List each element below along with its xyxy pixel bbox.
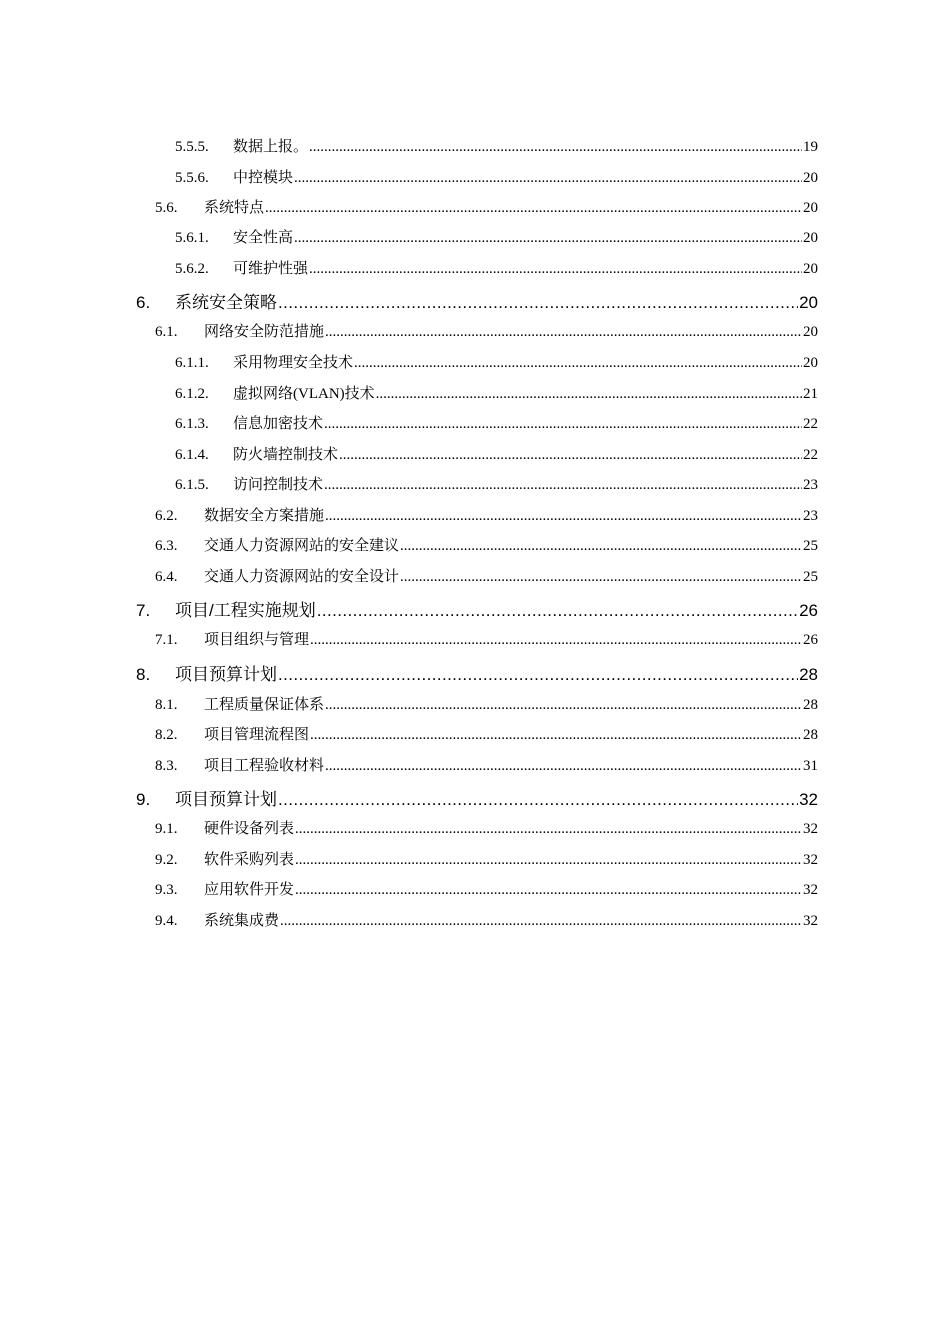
toc-entry-number: 8. — [136, 665, 151, 684]
toc-entry-title: 信息加密技术 — [233, 416, 324, 432]
toc-entry[interactable] — [175, 412, 818, 434]
toc-entry[interactable] — [155, 878, 818, 900]
toc-entry-title: 可维护性强 — [233, 261, 309, 277]
toc-entry[interactable] — [155, 848, 818, 870]
toc-entry[interactable] — [155, 320, 818, 342]
toc-entry[interactable] — [155, 723, 818, 745]
toc-entry-title: 系统集成费 — [204, 913, 280, 929]
toc-dot-leader — [339, 447, 802, 464]
toc-entry-page-number: 23 — [803, 477, 818, 493]
toc-entry-title: 系统特点 — [204, 200, 265, 216]
toc-entry-number: 6.4. — [155, 569, 178, 585]
toc-dot-leader — [325, 758, 802, 775]
toc-dot-leader — [324, 477, 802, 494]
toc-entry-number: 8.3. — [155, 758, 178, 774]
toc-entry-number: 7.1. — [155, 632, 178, 648]
toc-dot-leader — [309, 139, 802, 156]
toc-entry-title: 数据安全方案措施 — [204, 508, 325, 524]
toc-dot-leader — [278, 293, 798, 313]
toc-dot-leader — [280, 913, 802, 930]
toc-entry[interactable] — [175, 443, 818, 465]
toc-entry-title: 软件采购列表 — [204, 852, 295, 868]
toc-dot-leader — [317, 601, 798, 621]
toc-entry-page-number: 26 — [803, 632, 818, 648]
toc-dot-leader — [265, 200, 802, 217]
toc-entry-title: 访问控制技术 — [233, 477, 324, 493]
toc-entry-title: 硬件设备列表 — [204, 821, 295, 837]
toc-entry-number: 6.1.4. — [175, 447, 209, 463]
toc-dot-leader — [325, 697, 802, 714]
toc-entry[interactable] — [155, 909, 818, 931]
toc-entry-title: 交通人力资源网站的安全建议 — [204, 538, 400, 554]
toc-entry-page-number: 23 — [803, 508, 818, 524]
toc-dot-leader — [295, 882, 802, 899]
toc-dot-leader — [278, 790, 798, 810]
toc-entry-title: 应用软件开发 — [204, 882, 295, 898]
toc-entry[interactable] — [155, 565, 818, 587]
toc-entry-page-number: 32 — [803, 913, 818, 929]
toc-dot-leader — [278, 665, 798, 685]
toc-entry[interactable] — [175, 473, 818, 495]
toc-dot-leader — [310, 632, 802, 649]
toc-entry-page-number: 25 — [803, 569, 818, 585]
toc-entry-page-number: 28 — [803, 697, 818, 713]
toc-dot-leader — [325, 324, 802, 341]
toc-entry-number: 9.4. — [155, 913, 178, 929]
toc-entry-title: 项目组织与管理 — [204, 632, 310, 648]
toc-entry-number: 9.1. — [155, 821, 178, 837]
toc-entry-title: 项目预算计划 — [175, 790, 277, 809]
toc-entry[interactable] — [136, 660, 818, 682]
toc-entry-number: 8.2. — [155, 727, 178, 743]
toc-entry[interactable] — [175, 257, 818, 279]
toc-entry-number: 9.2. — [155, 852, 178, 868]
toc-entry-title: 防火墙控制技术 — [233, 447, 339, 463]
toc-entry-page-number: 28 — [799, 665, 818, 684]
toc-entry[interactable] — [155, 628, 818, 650]
toc-entry-page-number: 32 — [803, 882, 818, 898]
toc-entry[interactable] — [155, 196, 818, 218]
toc-entry-page-number: 20 — [803, 170, 818, 186]
toc-entry[interactable] — [155, 534, 818, 556]
toc-entry-title: 数据上报。 — [233, 139, 309, 155]
toc-dot-leader — [400, 569, 802, 586]
toc-entry-number: 6.1.5. — [175, 477, 209, 493]
toc-entry[interactable] — [175, 351, 818, 373]
toc-entry-page-number: 20 — [803, 230, 818, 246]
toc-entry[interactable] — [175, 135, 818, 157]
toc-entry-page-number: 28 — [803, 727, 818, 743]
toc-entry-title: 项目管理流程图 — [204, 727, 310, 743]
toc-entry-number: 6.2. — [155, 508, 178, 524]
toc-entry-page-number: 32 — [799, 790, 818, 809]
toc-entry-page-number: 31 — [803, 758, 818, 774]
toc-entry-page-number: 19 — [803, 139, 818, 155]
toc-entry-page-number: 20 — [803, 324, 818, 340]
toc-entry-title: 安全性高 — [233, 230, 294, 246]
toc-entry[interactable] — [136, 596, 818, 618]
toc-dot-leader — [376, 386, 802, 403]
toc-entry-title: 项目/工程实施规划 — [175, 601, 316, 620]
toc-dot-leader — [324, 416, 802, 433]
toc-entry-number: 6.1.3. — [175, 416, 209, 432]
toc-entry-page-number: 20 — [803, 200, 818, 216]
toc-dot-leader — [295, 852, 802, 869]
toc-entry-page-number: 21 — [803, 386, 818, 402]
toc-entry-number: 5.6.1. — [175, 230, 209, 246]
toc-entry-number: 5.6. — [155, 200, 178, 216]
toc-entry-title: 系统安全策略 — [175, 293, 277, 312]
toc-dot-leader — [354, 355, 802, 372]
toc-entry-title: 采用物理安全技术 — [233, 355, 354, 371]
toc-entry[interactable] — [175, 382, 818, 404]
toc-entry-number: 6.1.1. — [175, 355, 209, 371]
toc-dot-leader — [325, 508, 802, 525]
toc-entry-title: 工程质量保证体系 — [204, 697, 325, 713]
toc-entry-title: 虚拟网络(VLAN)技术 — [233, 386, 375, 402]
toc-entry[interactable] — [155, 754, 818, 776]
toc-entry-page-number: 22 — [803, 447, 818, 463]
toc-entry-page-number: 32 — [803, 821, 818, 837]
toc-entry-number: 5.6.2. — [175, 261, 209, 277]
toc-entry-number: 6.1.2. — [175, 386, 209, 402]
toc-entry-page-number: 20 — [803, 261, 818, 277]
toc-entry-page-number: 20 — [803, 355, 818, 371]
toc-dot-leader — [309, 261, 802, 278]
toc-entry-title: 项目工程验收材料 — [204, 758, 325, 774]
toc-entry-title: 项目预算计划 — [175, 665, 277, 684]
toc-entry-title: 网络安全防范措施 — [204, 324, 325, 340]
toc-entry-number: 9.3. — [155, 882, 178, 898]
toc-entry-title: 交通人力资源网站的安全设计 — [204, 569, 400, 585]
toc-entry-page-number: 25 — [803, 538, 818, 554]
toc-entry[interactable] — [155, 817, 818, 839]
toc-entry-page-number: 20 — [799, 293, 818, 312]
toc-entry-title: 中控模块 — [233, 170, 294, 186]
toc-entry[interactable] — [155, 504, 818, 526]
toc-entry[interactable] — [136, 288, 818, 310]
toc-dot-leader — [294, 230, 802, 247]
toc-entry-page-number: 26 — [799, 601, 818, 620]
toc-dot-leader — [310, 727, 802, 744]
toc-entry-number: 6. — [136, 293, 151, 312]
toc-entry-number: 9. — [136, 790, 151, 809]
toc-entry-number: 5.5.6. — [175, 170, 209, 186]
toc-entry-number: 5.5.5. — [175, 139, 209, 155]
toc-entry[interactable] — [175, 226, 818, 248]
toc-entry-number: 8.1. — [155, 697, 178, 713]
toc-entry-page-number: 22 — [803, 416, 818, 432]
toc-dot-leader — [295, 821, 802, 838]
toc-entry-page-number: 32 — [803, 852, 818, 868]
toc-entry-number: 7. — [136, 601, 151, 620]
toc-entry-number: 6.1. — [155, 324, 178, 340]
toc-entry[interactable] — [175, 166, 818, 188]
toc-entry[interactable] — [155, 693, 818, 715]
toc-entry-number: 6.3. — [155, 538, 178, 554]
toc-dot-leader — [400, 538, 802, 555]
toc-entry[interactable] — [136, 785, 818, 807]
toc-dot-leader — [294, 170, 802, 187]
